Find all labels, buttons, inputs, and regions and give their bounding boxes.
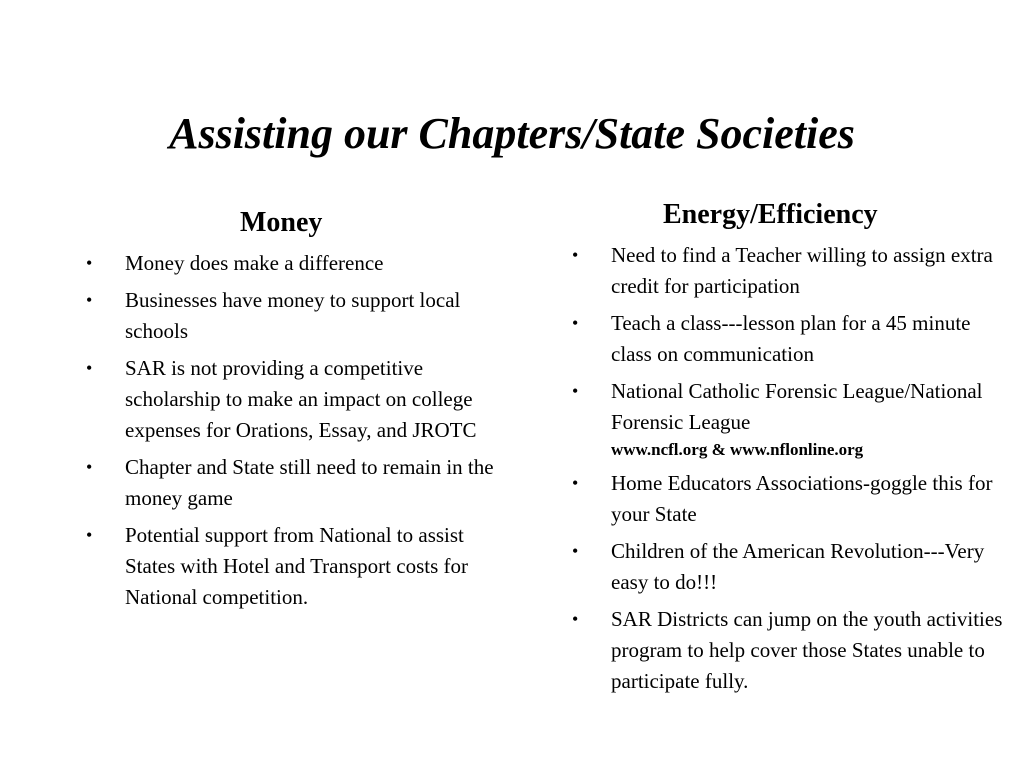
list-item-text: Teach a class---lesson plan for a 45 minute class on communication: [611, 311, 971, 366]
forensic-league-links[interactable]: www.ncfl.org & www.nflonline.org: [611, 440, 864, 459]
energy-efficiency-heading: Energy/Efficiency: [663, 199, 878, 230]
list-item: [80, 353, 500, 446]
list-item-text: National Catholic Forensic League/National Forensic League: [611, 379, 983, 434]
money-column: [80, 204, 500, 619]
bullet-marker: •: [86, 525, 93, 545]
list-item: [80, 285, 500, 347]
list-item-text: Money does make a difference: [125, 251, 384, 275]
bullet-marker: •: [86, 358, 93, 378]
bullet-marker: •: [572, 609, 579, 629]
bullet-marker: •: [572, 381, 579, 401]
list-item-text: Chapter and State still need to remain in the money game: [125, 455, 494, 510]
bullet-marker: •: [572, 473, 579, 493]
energy-bullet-list: [566, 240, 1016, 697]
list-item: [566, 468, 1016, 530]
list-item: [80, 452, 500, 514]
bullet-marker: •: [572, 245, 579, 265]
money-bullet-list: [80, 248, 500, 613]
list-item-text: Potential support from National to assist States with Hotel and Transport costs for National competition.: [125, 523, 468, 609]
list-item-text: SAR Districts can jump on the youth activities program to help cover those States unable to participate fully.: [611, 607, 1003, 693]
list-item: [80, 520, 500, 613]
money-heading: Money: [240, 207, 323, 238]
energy-efficiency-column: [566, 196, 1016, 703]
list-item-text: Businesses have money to support local schools: [125, 288, 461, 343]
list-item-text: Need to find a Teacher willing to assign extra credit for participation: [611, 243, 993, 298]
list-item: [566, 308, 1016, 370]
slide-title: Assisting our Chapters/State Societies: [169, 109, 855, 158]
bullet-marker: •: [572, 541, 579, 561]
list-item-text: Children of the American Revolution---Very easy to do!!!: [611, 539, 985, 594]
bullet-marker: •: [86, 457, 93, 477]
list-item-text: Home Educators Associations-goggle this for your State: [611, 471, 993, 526]
list-item: [80, 248, 500, 279]
list-item: [566, 604, 1016, 697]
list-item: [566, 376, 1016, 462]
list-item: [566, 536, 1016, 598]
bullet-marker: •: [86, 290, 93, 310]
bullet-marker: •: [572, 313, 579, 333]
list-item-text: SAR is not providing a competitive scholarship to make an impact on college expenses for Orations, Essay, and JROTC: [125, 356, 477, 442]
bullet-marker: •: [86, 253, 93, 273]
list-item: [566, 240, 1016, 302]
